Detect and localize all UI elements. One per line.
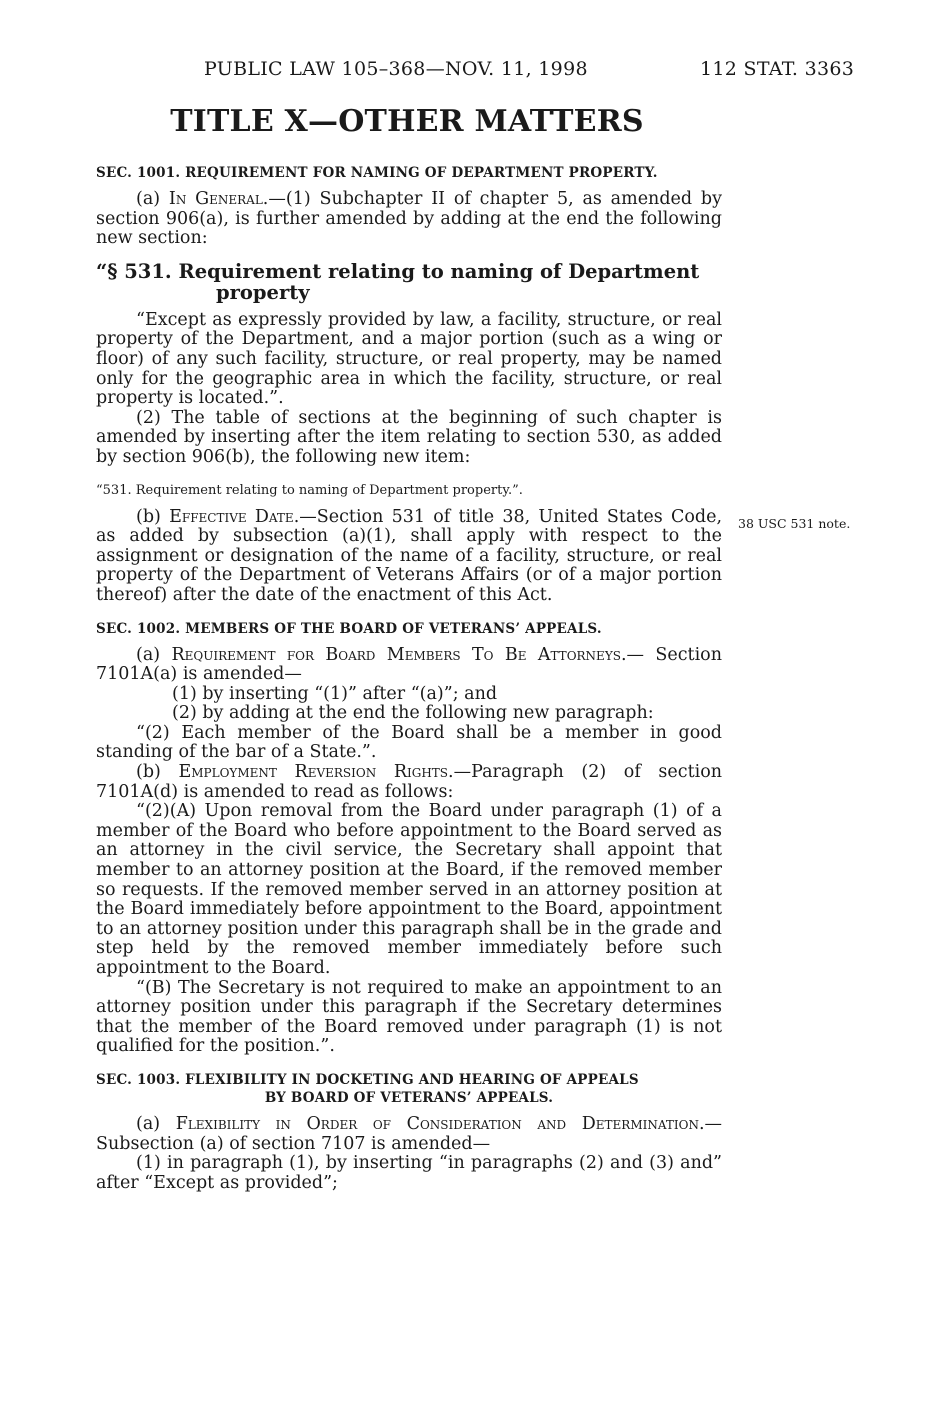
page-title: TITLE X—OTHER MATTERS [170, 104, 644, 139]
running-header-page: 112 STAT. 3363 [700, 58, 855, 80]
section-1002-a2: (2) by adding at the end the following new paragraph: [172, 703, 654, 724]
subsection-label: (b) [136, 762, 179, 783]
subsection-caption: In General. [168, 189, 269, 209]
section-1002-b [96, 763, 722, 802]
new-section-531-heading [96, 261, 722, 303]
section-1003-heading-line2: BY BOARD OF VETERANS’ APPEALS. [264, 1089, 554, 1106]
subsection-label: (a) [136, 644, 172, 665]
section-1002-a [96, 646, 722, 685]
new-section-531-line1: “§ 531. Requirement relating to naming of Department [96, 259, 700, 283]
new-section-531-line2: property [216, 280, 310, 304]
section-1003-heading-line1: SEC. 1003. FLEXIBILITY IN DOCKETING AND HEARING OF APPEALS [96, 1071, 639, 1088]
section-1003-heading [96, 1071, 722, 1107]
subsection-caption: Effective Date. [169, 506, 300, 527]
subsection-text: — Section 7101A(a) is amended— [96, 644, 722, 685]
margin-note: 38 USC 531 note. [738, 516, 851, 531]
section-531-quote: “Except as expressly provided by law, a facility, structure, or real property of the Department, and a major portion (such as a wing or floor) of any such facility, structure, or real property, may be named only for the geographic area in which the facility, structure, or real property is located.”. [96, 309, 722, 409]
section-1002-b-quote-b: “(B) The Secretary is not required to make an appointment to an attorney position under this paragraph if the Secretary determines that the member of the Board removed under paragraph (1) is not qualified for the position.”. [96, 977, 722, 1057]
subsection-label: (b) [136, 506, 170, 527]
subsection-text: —Subsection (a) of section 7107 is amended— [96, 1113, 723, 1154]
subsection-label: (a) [136, 1113, 176, 1134]
subsection-text: —(1) Subchapter II of chapter 5, as amended by section 906(a), is further amended by adding at the end the following new section: [96, 189, 722, 249]
section-1002-a1: (1) by inserting “(1)” after “(a)”; and [172, 683, 498, 704]
document-body [96, 164, 722, 1193]
subsection-label: (a) [136, 189, 169, 209]
section-1001-heading: SEC. 1001. REQUIREMENT FOR NAMING OF DEPARTMENT PROPERTY. [96, 165, 658, 181]
section-1001-a2: (2) The table of sections at the beginning of such chapter is amended by inserting after the item relating to section 530, as added by section 906(b), the following new item: [96, 407, 722, 467]
section-1003-a1: (1) in paragraph (1), by inserting “in paragraphs (2) and (3) and” after “Except as provided”; [96, 1153, 722, 1193]
subsection-caption: Employment Reversion Rights. [178, 762, 454, 783]
section-1001-a [96, 190, 722, 249]
section-1002-a2-quote: “(2) Each member of the Board shall be a member in good standing of the bar of a State.”. [96, 722, 722, 763]
subsection-text: —Paragraph (2) of section 7101A(d) is amended to read as follows: [96, 762, 723, 802]
section-1002-b-quote-a: “(2)(A) Upon removal from the Board under paragraph (1) of a member of the Board who before appointment to the Board served as an attorney in the civil service, the Secretary shall appoint that member to an attorney position at the Board, if the removed member so requests. If the removed member served in an attorney position at the Board immediately before appointment to the Board, appointment to an attorney position under this paragraph shall be in the grade and step held by the removed member immediately before such appointment to the Board. [96, 801, 722, 978]
section-1003-a [96, 1115, 722, 1154]
subsection-caption: Requirement for Board Members To Be Attorneys. [171, 644, 627, 665]
subsection-text: —Section 531 of title 38, United States Code, as added by subsection (a)(1), shall apply with respect to the assignment or designation of the name of a facility, structure, or real property of the Department of Veterans Affairs (or of a major portion thereof) after the date of the enactment of this Act. [96, 506, 723, 605]
section-1001-b [96, 508, 722, 606]
running-header-left: PUBLIC LAW 105–368—NOV. 11, 1998 [204, 58, 588, 80]
table-of-sections-item: “531. Requirement relating to naming of Department property.”. [96, 482, 523, 498]
subsection-caption: Flexibility in Order of Consideration and Determination. [175, 1113, 705, 1134]
section-1002-heading: SEC. 1002. MEMBERS OF THE BOARD OF VETERANS’ APPEALS. [96, 620, 602, 637]
